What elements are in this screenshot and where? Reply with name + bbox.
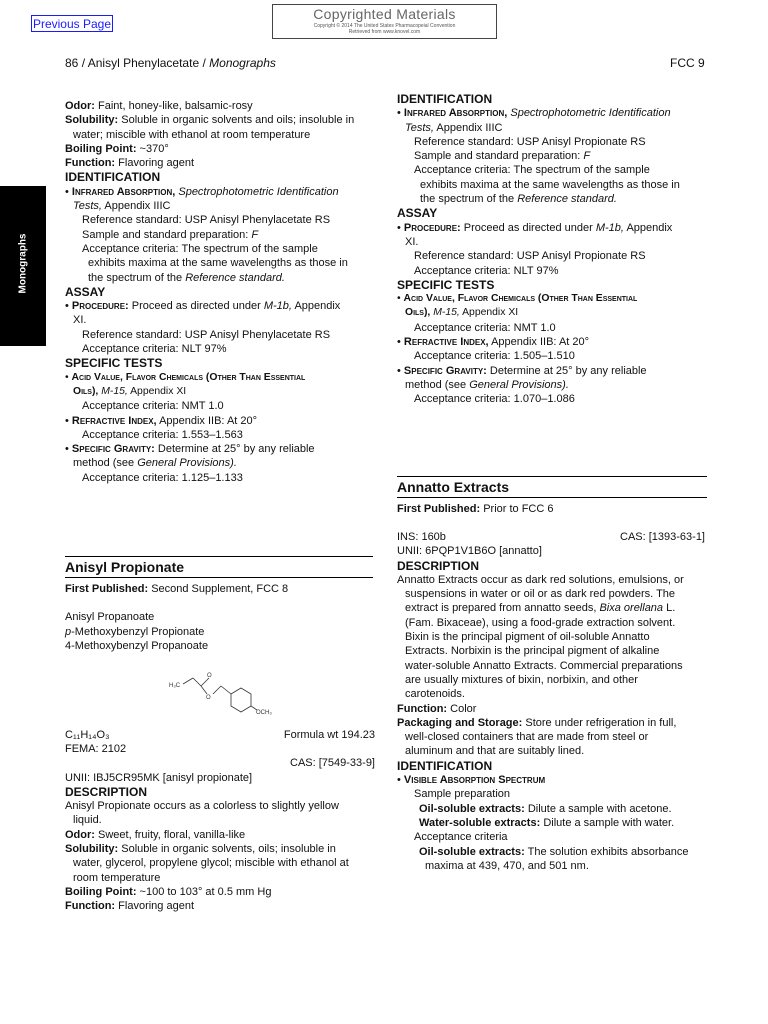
structure-o: O (206, 695, 211, 701)
propionate-details (65, 728, 375, 914)
acceptance-criteria: Acceptance criteria: The spectrum of the sample exhibits maxima at the same wavelengths as those in the spectrum of the Reference standard. (82, 242, 348, 284)
solubility-line: Solubility: Soluble in organic solvents and oils; insoluble in water; miscible with ethanol at room temperature (65, 114, 355, 141)
acid-value-item: • Acid Value, Flavor Chemicals (Other Than Essential Oils), M-15, Appendix XI (65, 371, 306, 397)
assay-heading: ASSAY (397, 206, 438, 221)
description-heading: DESCRIPTION (397, 558, 480, 573)
cas-number: CAS: [7549-33-9] (290, 757, 375, 770)
acid-accept: Acceptance criteria: NMT 1.0 (414, 321, 556, 334)
fema-number: FEMA: 2102 (65, 743, 127, 755)
copyright-banner (272, 4, 497, 39)
acid-value-item: • Acid Value, Flavor Chemicals (Other Than Essential Oils), M-15, Appendix XI (397, 293, 638, 319)
refractive-index-item: • Refractive Index, Appendix IIB: At 20° (65, 414, 258, 427)
sample-prep: Sample and standard preparation: F (82, 228, 259, 241)
page-number: 86 (65, 56, 79, 70)
specific-tests-heading: SPECIFIC TESTS (65, 356, 163, 371)
first-published: First Published: Second Supplement, FCC 8 (65, 583, 289, 595)
boiling-point-line: Boiling Point: ~100 to 103° at 0.5 mm Hg (65, 885, 272, 898)
ref-standard: Reference standard: USP Anisyl Phenylacetate RS (82, 214, 331, 227)
left-column (65, 99, 375, 485)
synonym: p-Methoxybenzyl Propionate (65, 625, 205, 638)
molecular-formula: C₁₁H₁₄O₃ (65, 729, 110, 741)
identification-heading: IDENTIFICATION (397, 92, 493, 106)
ri-accept: Acceptance criteria: 1.505–1.510 (414, 350, 575, 363)
specific-tests-heading: SPECIFIC TESTS (397, 277, 495, 292)
odor-line: Odor: Faint, honey-like, balsamic-rosy (65, 100, 253, 112)
formula-weight: Formula wt 194.23 (283, 729, 375, 741)
unii: UNII: 6PQP1V1B6O [annatto] (397, 545, 542, 558)
banner-line1: Copyright © 2014 The United States Pharmacopeial Convention (313, 23, 456, 29)
function-line: Function: Flavoring agent (65, 900, 194, 913)
banner-line2: Retrieved from www.knovel.com (348, 29, 421, 35)
assay-heading: ASSAY (65, 284, 106, 299)
synonym: 4-Methoxybenzyl Propanoate (65, 639, 209, 652)
structure-h3c: H₃C (169, 683, 181, 689)
right-column (397, 92, 707, 407)
ins-number: INS: 160b (397, 531, 446, 544)
description-text: Anisyl Propionate occurs as a colorless to slightly yellow liquid. (65, 800, 339, 827)
ir-item: • Infrared Absorption, Spectrophotometric Identification Tests, Appendix IIIC (397, 107, 671, 134)
procedure-item: • Procedure: Proceed as directed under M-1b, Appendix XI. (397, 221, 673, 248)
specific-gravity-item: • Specific Gravity: Determine at 25° by any reliable method (see General Provisions). (65, 443, 315, 470)
propionate-monograph (65, 556, 373, 653)
odor-line: Odor: Sweet, fruity, floral, vanilla-like (65, 828, 246, 841)
book-label: FCC 9 (670, 56, 705, 70)
ri-accept: Acceptance criteria: 1.553–1.563 (82, 428, 243, 441)
cas-number: CAS: [1393-63-1] (620, 531, 705, 544)
specific-gravity-item: • Specific Gravity: Determine at 25° by any reliable method (see General Provisions). (397, 364, 647, 391)
running-header: 86 / Anisyl Phenylacetate / Monographs (65, 56, 276, 70)
procedure-item: • Procedure: Proceed as directed under M-1b, Appendix XI. (65, 300, 341, 327)
visible-absorption-item: • Visible Absorption Spectrum (397, 774, 546, 787)
acceptance-criteria-label: Acceptance criteria (414, 831, 508, 844)
running-section: Monographs (209, 56, 276, 70)
ir-item: • Infrared Absorption, Spectrophotometric Identification Tests, Appendix IIIC (65, 185, 339, 213)
acceptance-criteria: Acceptance criteria: The spectrum of the sample exhibits maxima at the same wavelengths as those in the spectrum of the Reference standard. (414, 164, 680, 206)
running-entry: Anisyl Phenylacetate (87, 56, 200, 70)
identification-heading: IDENTIFICATION (65, 170, 161, 185)
oil-soluble-prep: Oil-soluble extracts: Dilute a sample with acetone. (419, 802, 672, 815)
packaging-line: Packaging and Storage: Store under refrigeration in full, well-closed containers that are made from steel or aluminum and that are suitably lined. (397, 716, 677, 758)
acid-accept: Acceptance criteria: NMT 1.0 (82, 400, 224, 413)
solubility-line: Solubility: Soluble in organic solvents, oils; insoluble in water, glycerol, propylene glycol; miscible with ethanol at room temperature (65, 843, 349, 884)
synonym: Anisyl Propanoate (65, 611, 155, 624)
monograph-title: Annatto Extracts (397, 476, 707, 498)
boiling-point-line: Boiling Point: ~370° (65, 142, 169, 155)
assay-ref: Reference standard: USP Anisyl Phenylacetate RS (82, 328, 331, 341)
assay-ref: Reference standard: USP Anisyl Propionate RS (414, 250, 646, 263)
identification-heading: IDENTIFICATION (397, 758, 493, 773)
description-text: Annatto Extracts occur as dark red solutions, emulsions, or suspensions in water or oil or as dark red powders. The extract is prepared from annatto seeds, Bixa orellana L. (Fam. Bixaceae), using a food-grade extraction solvent. Bixin is the principal pigment of oil-soluble Annatto Extracts. Norbixin is the principal pigment of alkaline water-soluble Annatto Extracts. Commercial preparations are usually mixtures of bixin, norbixin, and other carotenoids. (397, 573, 684, 701)
sg-accept: Acceptance criteria: 1.070–1.086 (414, 393, 575, 406)
monograph-title: Anisyl Propionate (65, 556, 373, 578)
water-soluble-prep: Water-soluble extracts: Dilute a sample with water. (419, 816, 675, 829)
oil-soluble-accept: Oil-soluble extracts: The solution exhibits absorbance maxima at 439, 470, and 501 nm. (419, 845, 689, 872)
sample-prep: Sample and standard preparation: F (414, 150, 591, 163)
sample-preparation-label: Sample preparation (414, 788, 511, 801)
structure-o: O (207, 673, 212, 679)
chemical-structure (165, 672, 280, 722)
description-heading: DESCRIPTION (65, 784, 148, 799)
unii: UNII: IBJ5CR95MK [anisyl propionate] (65, 771, 253, 784)
sg-accept: Acceptance criteria: 1.125–1.133 (82, 471, 243, 484)
annatto-monograph (397, 476, 707, 873)
function-line: Function: Flavoring agent (65, 157, 194, 170)
ref-standard: Reference standard: USP Anisyl Propionate RS (414, 135, 646, 148)
refractive-index-item: • Refractive Index, Appendix IIB: At 20° (397, 336, 590, 349)
structure-och3: OCH₃ (256, 710, 272, 716)
assay-accept: Acceptance criteria: NLT 97% (82, 343, 227, 356)
first-published: First Published: Prior to FCC 6 (397, 503, 554, 515)
previous-page-button[interactable]: Previous Page (32, 17, 112, 31)
side-tab-label: Monographs (17, 233, 29, 294)
side-tab (0, 186, 46, 346)
function-line: Function: Color (397, 702, 477, 715)
assay-accept: Acceptance criteria: NLT 97% (414, 264, 559, 277)
banner-title: Copyrighted Materials (313, 6, 456, 22)
